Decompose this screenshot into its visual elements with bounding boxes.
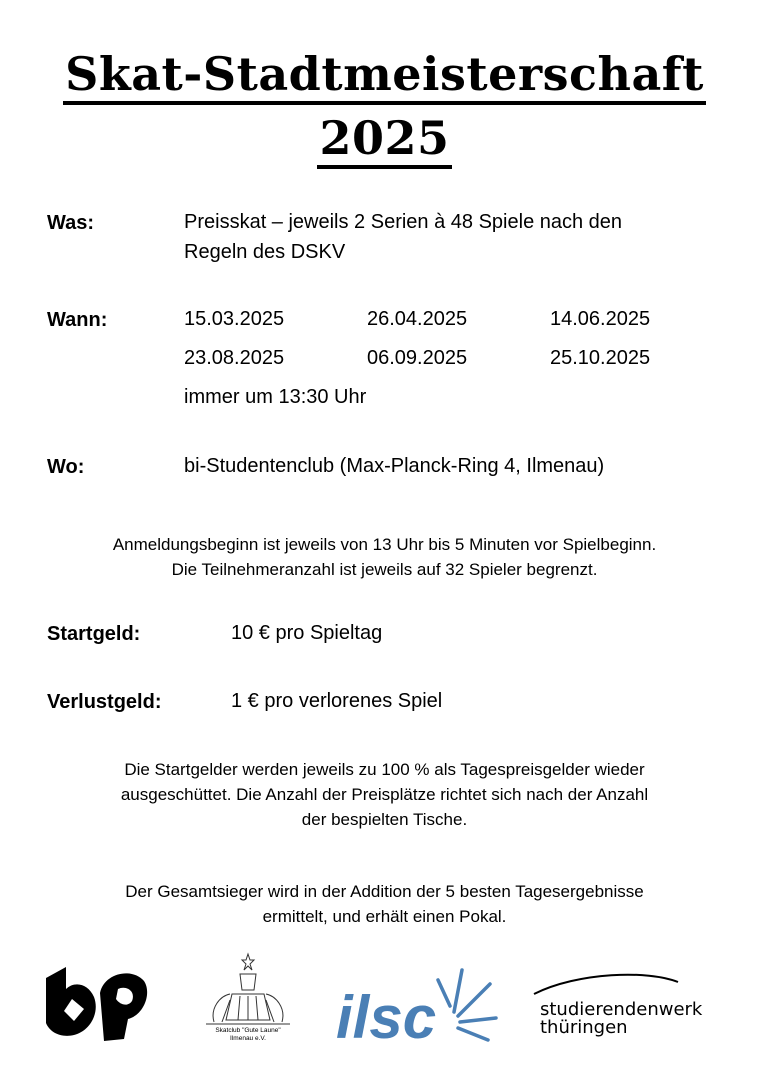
- startgeld-value: 10 € pro Spieltag: [231, 622, 383, 644]
- preis-line-1: Die Startgelder werden jeweils zu 100 % als Tagespreisgelder wieder: [124, 760, 645, 779]
- wann-date: 26.04.2025: [367, 308, 468, 330]
- wo-text: bi-Studentenclub (Max-Planck-Ring 4, Ilmenau): [184, 455, 605, 477]
- wann-date: 06.09.2025: [367, 347, 468, 369]
- sieger-line-2: ermittelt, und erhält einen Pokal.: [262, 907, 507, 926]
- was-text-1: Preisskat – jeweils 2 Serien à 48 Spiele nach den: [184, 211, 623, 233]
- studierendenwerk-logo: [528, 970, 724, 1040]
- title-line-1: Skat-Stadtmeisterschaft: [0, 46, 769, 102]
- title-line-2: 2025: [0, 110, 769, 166]
- ilsc-logo-text: ilsc: [336, 984, 437, 1046]
- wann-date: 23.08.2025: [184, 347, 285, 369]
- skatclub-name-line-2: Ilmenau e.V.: [230, 1035, 266, 1042]
- skatclub-logo: [200, 950, 296, 1048]
- preis-line-2: ausgeschüttet. Die Anzahl der Preisplätze richtet sich nach der Anzahl: [120, 785, 649, 804]
- anmeldung-line-2: Die Teilnehmeranzahl ist jeweils auf 32 Spieler begrenzt.: [171, 560, 598, 579]
- studierendenwerk-line-2: thüringen: [540, 1017, 628, 1038]
- wann-date: 25.10.2025: [550, 347, 651, 369]
- wo-label: Wo:: [47, 456, 85, 478]
- verlustgeld-value: 1 € pro verlorenes Spiel: [231, 690, 443, 712]
- was-text-2: Regeln des DSKV: [184, 241, 346, 263]
- sieger-line-1: Der Gesamtsieger wird in der Addition der 5 besten Tagesergebnisse: [125, 882, 644, 901]
- bi-club-logo: [44, 963, 150, 1043]
- startgeld-label: Startgeld:: [47, 623, 141, 645]
- anmeldung-line-1: Anmeldungsbeginn ist jeweils von 13 Uhr bis 5 Minuten vor Spielbeginn.: [112, 535, 657, 554]
- preis-line-3: der bespielten Tische.: [301, 810, 468, 829]
- studierendenwerk-line-1: studierendenwerk: [540, 999, 703, 1020]
- wann-label: Wann:: [47, 309, 108, 331]
- wann-time: immer um 13:30 Uhr: [184, 386, 367, 408]
- was-label: Was:: [47, 212, 95, 234]
- wann-date: 14.06.2025: [550, 308, 651, 330]
- verlustgeld-label: Verlustgeld:: [47, 691, 162, 713]
- wann-date: 15.03.2025: [184, 308, 285, 330]
- ilsc-logo: [334, 962, 500, 1046]
- skatclub-name-line-1: Skatclub "Gute Laune": [215, 1027, 281, 1034]
